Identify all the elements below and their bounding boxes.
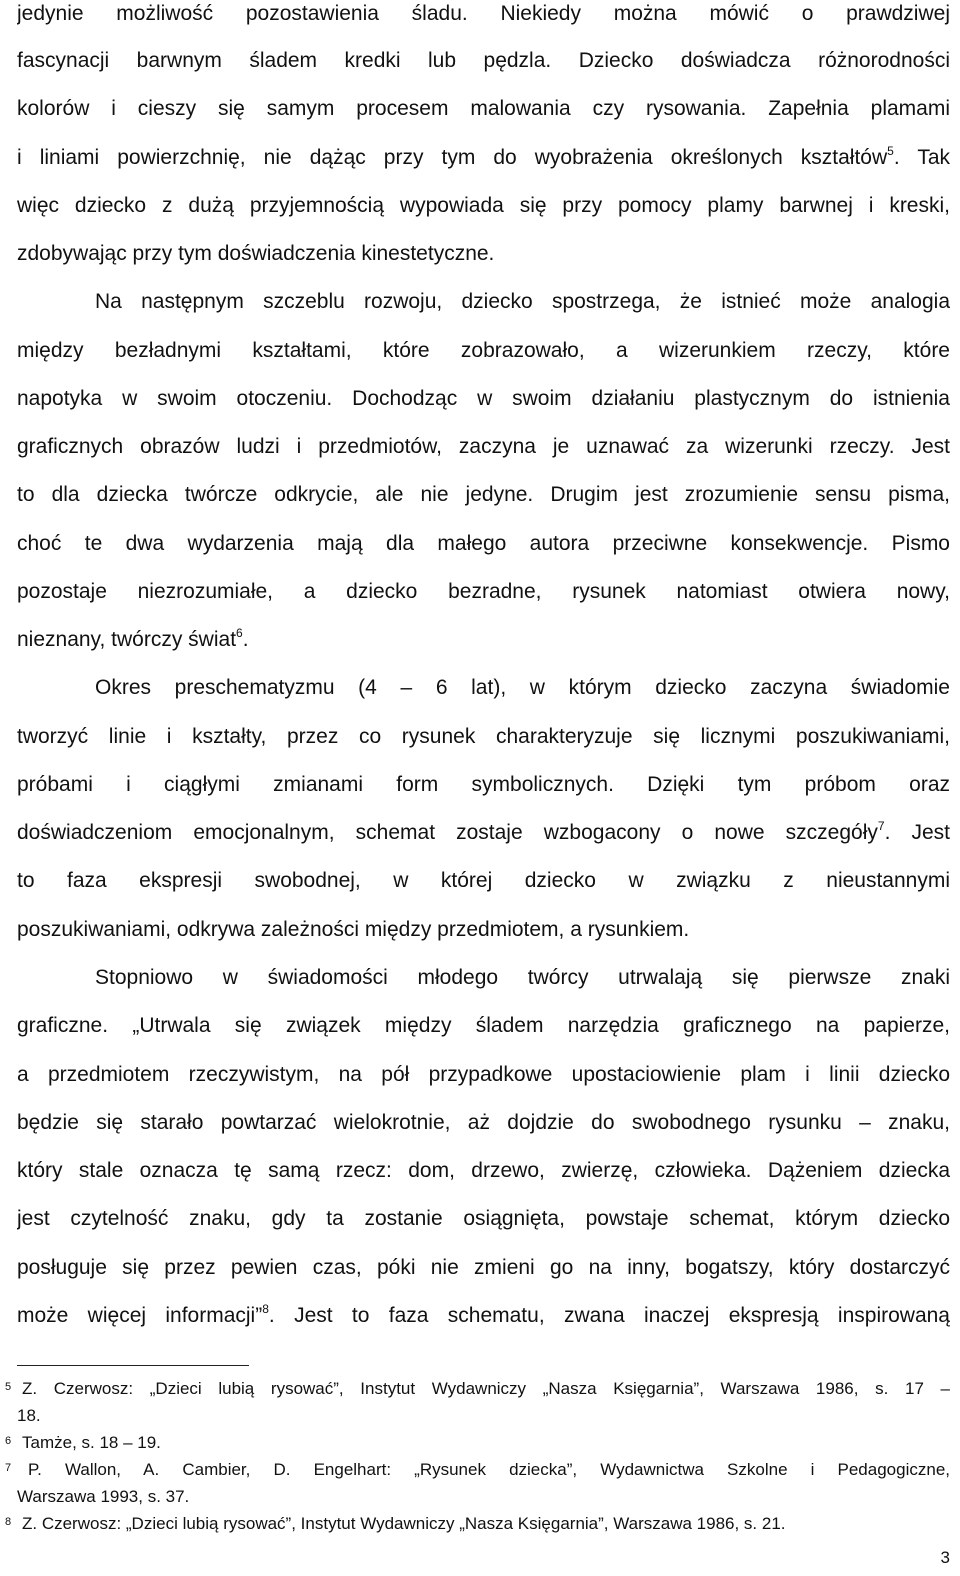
footnote-separator [17, 1365, 249, 1366]
body-line: poszukiwaniami, odkrywa zależności między przedmiotem, a rysunkiem. [17, 918, 690, 941]
body-line: posługuje się przez pewien czas, póki nie zmieni go na inny, bogatszy, który dostarczyć [17, 1256, 950, 1279]
body-line: może więcej informacji”$^8$. Jest to faza schematu, zwana inaczej ekspresją inspirowaną [17, 1302, 950, 1327]
body-line: fascynacji barwnym śladem kredki lub pędzla. Dziecko doświadcza różnorodności [17, 49, 950, 72]
body-line: próbami i ciągłymi zmianami form symbolicznych. Dzięki tym próbom oraz [17, 773, 950, 796]
footnote-ref: 6 [236, 626, 243, 640]
footnote-ref: 8 [262, 1302, 269, 1316]
page-number: 3 [940, 1548, 950, 1567]
body-line: pozostaje niezrozumiałe, a dziecko bezradne, rysunek natomiast otwiera nowy, [17, 580, 950, 603]
footnote-number: 5 [5, 1381, 12, 1393]
footnote-ref: 5 [887, 144, 894, 158]
body-line: jest czytelność znaku, gdy ta zostanie osiągnięta, powstaje schemat, którym dziecko [17, 1207, 950, 1230]
footnote-line: P. Wallon, A. Cambier, D. Engelhart: „Rysunek dziecka”, Wydawnictwa Szkolne i Pedagogiczne, [28, 1460, 950, 1479]
body-line: to faza ekspresji swobodnej, w której dziecko w związku z nieustannymi [17, 869, 950, 892]
body-line: i liniami powierzchnię, nie dążąc przy tym do wyobrażenia określonych kształtów$^5$. Tak [17, 144, 950, 169]
body-line: kolorów i cieszy się samym procesem malowania czy rysowania. Zapełnia plamami [17, 97, 950, 120]
body-line: będzie się starało powtarzać wielokrotnie, aż dojdzie do swobodnego rysunku – znaku, [17, 1111, 950, 1134]
body-line: Na następnym szczeblu rozwoju, dziecko spostrzega, że istnieć może analogia [95, 290, 950, 313]
body-line: między bezładnymi kształtami, które zobrazowało, a wizerunkiem rzeczy, które [17, 339, 950, 362]
footnote-ref: 7 [877, 819, 885, 833]
body-line: graficzne. „Utrwala się związek między śladem narzędzia graficznego na papierze, [17, 1014, 950, 1037]
body-line: napotyka w swoim otoczeniu. Dochodząc w swoim działaniu plastycznym do istnienia [17, 387, 950, 410]
body-line: a przedmiotem rzeczywistym, na pół przypadkowe upostaciowienie plam i linii dziecko [17, 1063, 950, 1086]
body-line: choć te dwa wydarzenia mają dla małego autora przeciwne konsekwencje. Pismo [17, 532, 950, 555]
body-line: jedynie możliwość pozostawienia śladu. Niekiedy można mówić o prawdziwej [17, 2, 950, 25]
footnote-number: 6 [5, 1435, 12, 1447]
body-line: Stopniowo w świadomości młodego twórcy utrwalają się pierwsze znaki [95, 966, 950, 989]
body-line: tworzyć linie i kształty, przez co rysunek charakteryzuje się licznymi poszukiwaniami, [17, 725, 950, 748]
body-line: nieznany, twórczy świat$^6$. [17, 626, 249, 651]
body-line: który stale oznacza tę samą rzecz: dom, drzewo, zwierzę, człowieka. Dążeniem dziecka [17, 1159, 950, 1182]
footnote-line: Z. Czerwosz: „Dzieci lubią rysować”, Instytut Wydawniczy „Nasza Księgarnia”, Warszawa 1986, s. 21. [22, 1514, 786, 1533]
footnote-number: 8 [5, 1516, 12, 1528]
body-line: więc dziecko z dużą przyjemnością wypowiada się przy pomocy plamy barwnej i kreski, [17, 194, 950, 217]
footnote-line: Z. Czerwosz: „Dzieci lubią rysować”, Instytut Wydawniczy „Nasza Księgarnia”, Warszawa 1986, s. 17 – [22, 1379, 950, 1398]
footnote-number: 7 [5, 1462, 12, 1474]
footnote-line: Warszawa 1993, s. 37. [17, 1487, 190, 1506]
body-line: zdobywając przy tym doświadczenia kinestetyczne. [17, 242, 495, 265]
footnote-line: Tamże, s. 18 – 19. [22, 1433, 161, 1452]
body-line: to dla dziecka twórcze odkrycie, ale nie jedyne. Drugim jest zrozumienie sensu pisma, [17, 483, 950, 506]
body-line: Okres preschematyzmu (4 – 6 lat), w którym dziecko zaczyna świadomie [95, 676, 950, 699]
body-line: doświadczeniom emocjonalnym, schemat zostaje wzbogacony o nowe szczegóły$^7$. Jest [17, 819, 950, 844]
body-line: graficznych obrazów ludzi i przedmiotów, zaczyna je uznawać za wizerunki rzeczy. Jest [17, 435, 950, 458]
footnote-line: 18. [17, 1406, 41, 1425]
